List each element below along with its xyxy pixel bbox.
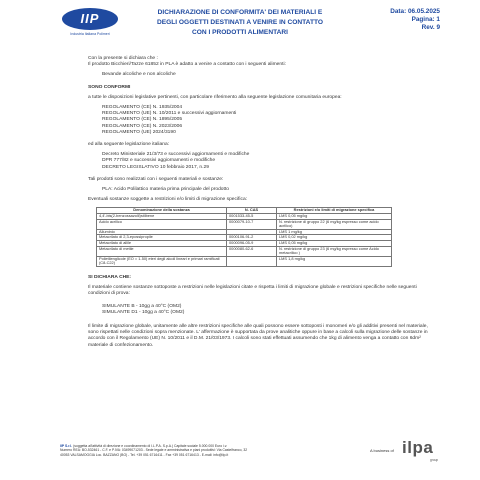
eu-reg-3: REGOLAMENTO (CE) N. 1895/2005 [102,117,183,123]
conformi-text: a tutte le disposizioni legislative pertinenti, con particolare riferimento alla seguente legislazione comunitaria europea: [88,94,342,100]
eu-reg-1: REGOLAMENTO (CE) N. 1935/2004 [102,105,183,111]
footer-line-3: 40053 VALSAMOGGIA Loc. BAZZANO (BO) - Tel. +39 051 6716411 - Fax +39 051 6716413 - E-mail: info@iip.it [60,452,229,457]
doc-page: Pagina: 1 [411,16,440,23]
col-header-cas: N. CAS [227,208,277,214]
document-title [140,8,340,38]
title-line-3: CON I PRODOTTI ALIMENTARI [192,29,288,36]
col-header-restrictions: Restrizioni e/o limiti di migrazione specifica [277,208,392,214]
title-line-1: DICHIARAZIONE DI CONFORMITA' DEI MATERIALI E [157,9,323,16]
cell-substance: Metacrilato di allile [97,241,227,247]
material-text: PLA: Acido Polilattico materia prima principale del prodotto [102,187,229,193]
cell-restriction: N. restrizione di gruppo 22 (6 mg/kg espresso come acido acrilico) [277,219,392,229]
footer-company: IIP S.r.l. [60,444,73,448]
closing-text: Il limite di migrazione globale, unitamente alle altre restrizioni specifiche alle quali possono essere sottoposti i monomeri e/o gli additivi presenti nel materiale, sono rispettati nelle condizioni sopra menzionate. L' affermazione è supportata da prove analitiche oppure in base a calcoli sulla migrazione delle sostanze in accordo con il Regolamento (UE) N. 10/2011 e il D.M. 21/03/1973. I calcoli sono stati effettuati assumendo che 1kg di alimento venga a contatto con 6dm² materiale di confezionamento. [88,324,428,348]
cell-cas: 0000080-62-6 [227,246,277,256]
foods-text: Bevande alcoliche e non alcoliche [102,72,176,78]
cell-substance: Alluminio [97,229,227,235]
cell-restriction: LMS 0,05 mg/kg [277,241,392,247]
declaration-text: Il materiale contiene sostanze sottoposte a restrizioni nelle legislazioni citate e rispetta i limiti di migrazione globale e restrizioni specifiche nelle seguenti condizioni di prova: [88,285,417,297]
cell-cas: 0000096-05-9 [227,241,277,247]
italian-legislation-intro: ed alla seguente legislazione italiana: [88,142,170,148]
cell-substance: Acido acrilico [97,219,227,229]
cell-substance: Polietilenglicole (EO = 1-50) eteri degli alcoli lineari e primari ramificati (C8-C22) [97,256,227,266]
cell-restriction: LMS 1,8 mg/kg [277,256,392,266]
table-row [97,219,392,229]
eu-reg-5: REGOLAMENTO (UE) 2024/3190 [102,129,176,135]
test-condition-1: SIMULANTE B - 10gg a 40°C (OM2) [102,303,182,309]
cell-restriction: N. restrizione di gruppo 23 (6 mg/kg espresso come Acido metacrilico ) [277,246,392,256]
cell-cas: 0001533-45-5 [227,214,277,220]
test-condition-2: SIMULANTE D1 - 10gg a 40°C (OM2) [102,309,185,315]
cell-restriction: LMS 0,05 mg/kg [277,214,392,220]
materials-intro: Tali prodotti sono realizzati con i seguenti materiali e sostanze: [88,176,224,182]
document-body [88,56,428,349]
footer-line-1-text: (soggetta all'attività di direzione e coordinamento di I.L.P.A. S.p.A.) Capitale sociale 5.000.000 Euro i.v. [73,444,228,448]
footer [60,444,360,457]
table-row [97,246,392,256]
logo-subtitle: Industria Italiana Polimeri [70,32,110,36]
eu-reg-4: REGOLAMENTO (CE) N. 2023/2006 [102,123,183,129]
it-reg-2: DPR 777/82 e successivi aggiornamenti e modifiche [102,158,216,164]
table-row [97,256,392,266]
logo-mark: IIP [62,8,118,30]
brand-prefix: A business of [370,448,394,453]
cell-cas: 0000106-91-2 [227,235,277,241]
it-reg-1: Decreto Ministeriale 21/3/73 e successivi aggiornamenti e modifiche [102,152,250,158]
intro-text: Con la presente si dichiara che : [88,56,158,61]
cell-cas: 0000079-10-7 [227,219,277,229]
substances-intro: Eventuali sostanze soggette a restrizioni e/o limiti di migrazione specifica: [88,197,248,203]
cell-cas [227,256,277,266]
cell-substance: Metacrilato di metile [97,246,227,256]
eu-reg-2: REGOLAMENTO (UE) N. 10/2011 e successivi aggiornamenti [102,111,237,117]
col-header-substance: Denominazione della sostanza [97,208,227,214]
declaration-heading: SI DICHIARA CHE: [88,274,132,280]
substances-table [96,207,392,267]
doc-date: Data: 06.05.2025 [390,8,440,15]
cell-restriction: LMS 0,02 mg/kg [277,235,392,241]
cell-substance: Metacrilato di 2,3-epossipropile [97,235,227,241]
product-text: Il prodotto Bicchieri/Tazze 61852 in PLA è adatto a venire a contatto con i seguenti alimenti: [88,62,286,68]
cell-restriction: LMS 1 mg/kg [277,229,392,235]
doc-revision: Rev. 9 [421,24,440,31]
cell-substance: 4,4'-bis(2-benzossazolil)stilbene [97,214,227,220]
ilpa-logo-sub: group [430,458,439,462]
company-logo [62,8,120,42]
document-meta [390,8,440,32]
footer-line-2: Numero REA: BO-532461 - C.F. e P.IVA: 03499071203 - Sede legale e amministrativa e piani produttivi: Via Castelfranco, 32 [60,448,248,453]
sono-conformi-heading: SONO CONFORMI [88,84,131,90]
ilpa-logo: ilpa [402,438,434,457]
it-reg-3: DECRETO LEGISLATIVO 10 febbraio 2017, n.29 [102,164,209,170]
title-line-2: DEGLI OGGETTI DESTINATI A VENIRE IN CONTATTO [156,19,324,26]
